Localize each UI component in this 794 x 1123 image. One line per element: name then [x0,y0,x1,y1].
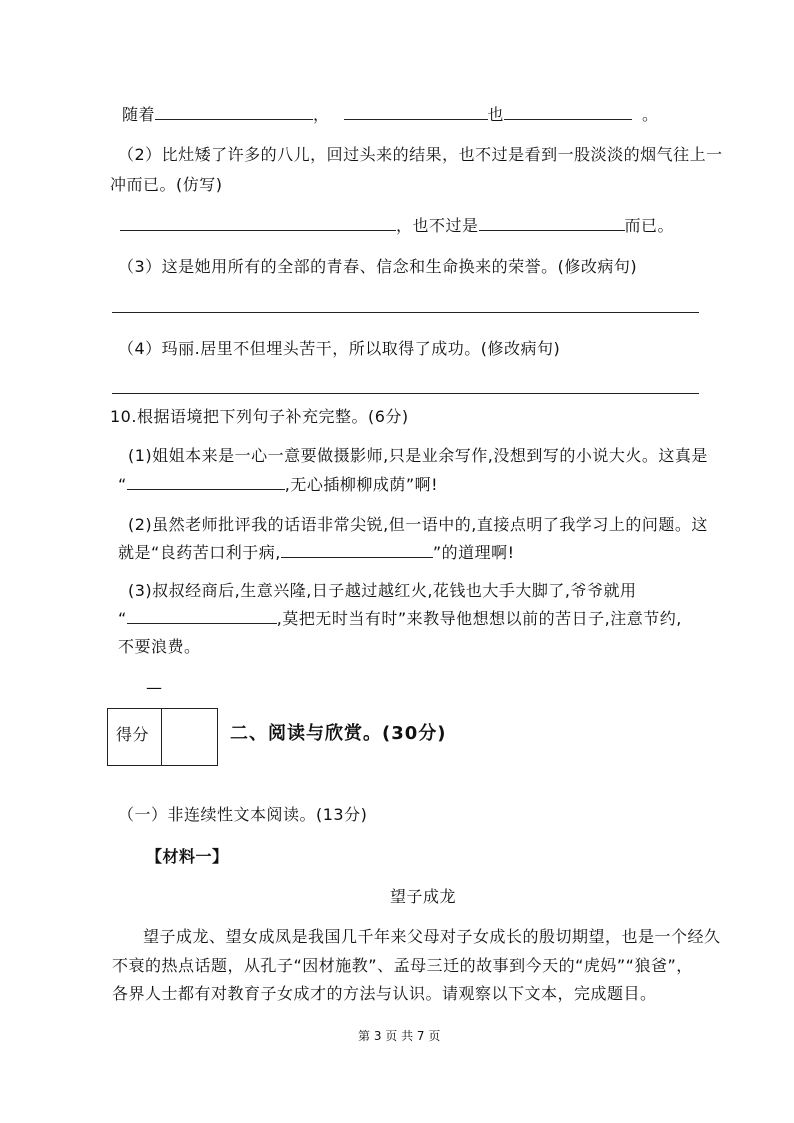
q9-line1-prefix: 随着 [122,105,156,124]
q9-line1-comma: ， [313,105,330,124]
q9-item2-fill-b: 而已。 [624,216,675,235]
answer-blank[interactable] [155,103,313,120]
answer-blank[interactable] [127,473,285,490]
q9-item4-text: （4）玛丽.居里不但埋头苦干，所以取得了成功。(修改病句) [118,339,561,358]
score-value-cell[interactable] [162,709,217,765]
q10-item2-suffix: ”的道理啊! [432,543,515,562]
q9-item3-text: （3）这是她用所有的全部的青春、信念和生命换来的荣誉。(修改病句) [118,257,638,276]
answer-blank[interactable] [344,103,488,120]
q10-item3-suffix: ,莫把无时当有时”来教导他想想以前的苦日子,注意节约, [276,609,682,628]
material-para-line2: 不衰的热点话题，从孔子“因材施教”、孟母三迁的故事到今天的“虎妈”“狼爸”， [112,956,693,975]
q9-line1-also: 也 [487,105,505,124]
answer-blank[interactable] [127,607,277,624]
q9-line1 [122,102,659,125]
q10-item1-line2 [118,472,438,495]
q10-item3-line1: (3)叔叔经商后,生意兴隆,日子越过越红火,花钱也大手大脚了,爷爷就用 [128,581,637,600]
q9-item2-line1: （2）比灶矮了许多的八儿，回过头来的结果，也不过是看到一股淡淡的烟气往上一 [118,145,723,164]
quote-open: “ [118,609,127,628]
answer-line[interactable] [112,393,699,394]
answer-line[interactable] [112,312,699,313]
quote-open: “ [118,475,127,494]
material-para-line1: 望子成龙、望女成凤是我国几千年来父母对子女成长的殷切期望，也是一个经久 [143,927,721,946]
q10-item1-suffix: ,无心插柳柳成荫”啊! [284,475,439,494]
material-para-line3: 各界人士都有对教育子女成才的方法与认识。请观察以下文本，完成题目。 [112,984,657,1003]
q10-item3-line3: 不要浪费。 [118,637,201,656]
material-heading: 望子成龙 [390,887,457,906]
q10-item2-line1: (2)虽然老师批评我的话语非常尖锐,但一语中的,直接点明了我学习上的问题。这 [128,515,708,534]
q10-item2-line2 [118,540,515,563]
answer-blank[interactable] [479,214,625,231]
dash-mark: — [146,678,163,697]
score-box [107,708,218,766]
material-label: 【材料一】 [146,847,229,866]
q10-title: 10.根据语境把下列句子补充完整。(6分) [110,407,409,426]
q9-item2-line2: 冲而已。(仿写) [110,175,223,194]
q10-item3-line2 [118,606,682,629]
section-title: 二、阅读与欣赏。(30分) [230,723,447,744]
answer-blank[interactable] [504,103,632,120]
page-footer: 第 3 页 共 7 页 [358,1029,441,1043]
score-label-cell [108,709,162,765]
q10-item1-line1: (1)姐姐本来是一心一意要做摄影师,只是业余写作,没想到写的小说大火。这真是 [128,446,708,465]
score-label: 得分 [116,725,150,744]
q9-line1-period: 。 [642,105,659,124]
answer-blank[interactable] [281,541,433,558]
q9-item2-fill [120,213,674,236]
q9-item2-fill-a: ，也不过是 [396,216,479,235]
q10-item2-prefix: 就是“良药苦口利于病, [118,543,281,562]
answer-blank[interactable] [120,214,396,231]
part-title: （一）非连续性文本阅读。(13分) [118,805,368,824]
